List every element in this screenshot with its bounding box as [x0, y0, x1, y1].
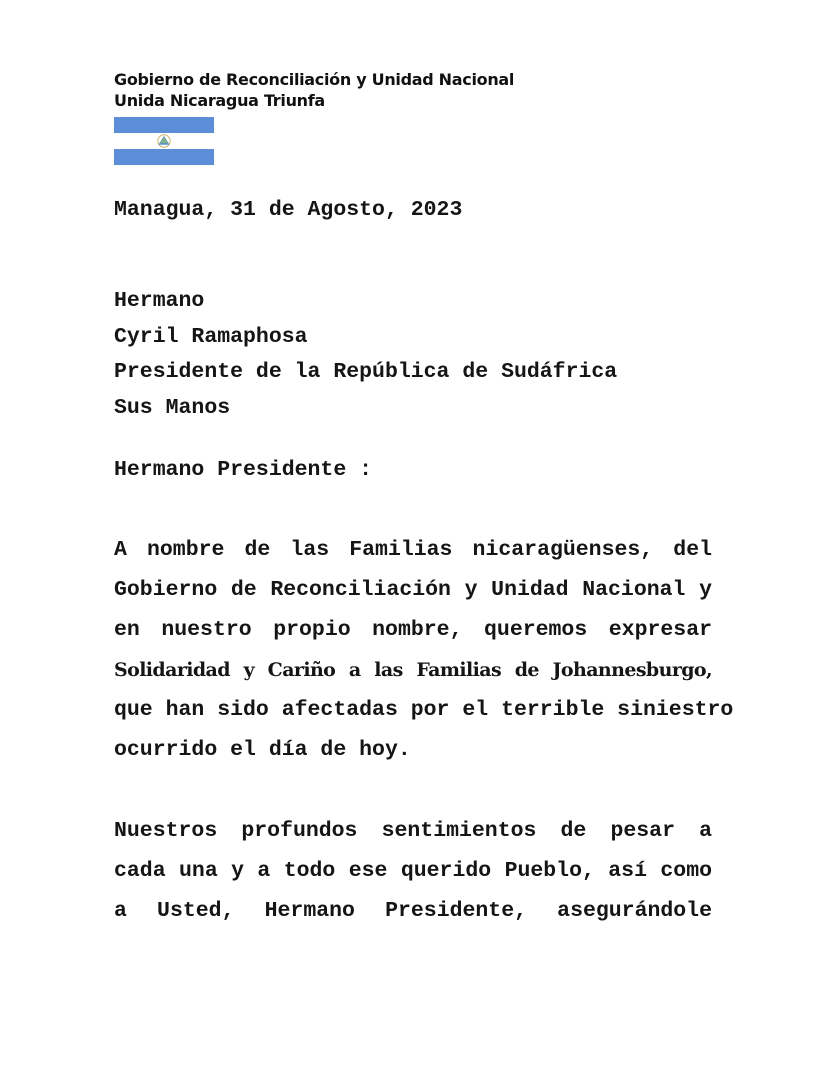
nicaragua-flag-icon	[114, 117, 214, 165]
recipient-salutation: Hermano	[114, 289, 205, 313]
letterhead	[114, 69, 514, 111]
flag-bottom-stripe	[114, 149, 214, 165]
recipient-block	[114, 284, 617, 426]
recipient-title: Presidente de la República de Sudáfrica	[114, 360, 618, 384]
paragraph-line: a Usted, Hermano Presidente, asegurándole	[114, 899, 712, 923]
letterhead-slogan: Unida Nicaragua Triunfa	[114, 91, 325, 110]
paragraph-line: Gobierno de Reconciliación y Unidad Nacional y	[114, 578, 712, 602]
body-paragraph-2	[114, 811, 712, 931]
paragraph-line: en nuestro propio nombre, queremos expresar	[114, 618, 712, 642]
paragraph-line: ocurrido el día de hoy.	[114, 738, 411, 762]
paragraph-line: A nombre de las Familias nicaragüenses, del	[114, 538, 712, 562]
flag-top-stripe	[114, 117, 214, 133]
paragraph-line: cada una y a todo ese querido Pueblo, así como	[114, 859, 712, 883]
letterhead-government-name: Gobierno de Reconciliación y Unidad Nacional	[114, 70, 515, 89]
greeting: Hermano Presidente :	[114, 458, 373, 482]
paragraph-line: Solidaridad y Cariño a las Familias de Johannesburgo,	[114, 659, 712, 681]
letter-date: Managua, 31 de Agosto, 2023	[114, 198, 463, 222]
paragraph-line: Nuestros profundos sentimientos de pesar a	[114, 819, 712, 843]
recipient-delivery: Sus Manos	[114, 395, 231, 420]
recipient-name: Cyril Ramaphosa	[114, 324, 308, 349]
body-paragraph-1	[114, 530, 734, 770]
paragraph-line: que han sido afectadas por el terrible siniestro	[114, 698, 734, 722]
